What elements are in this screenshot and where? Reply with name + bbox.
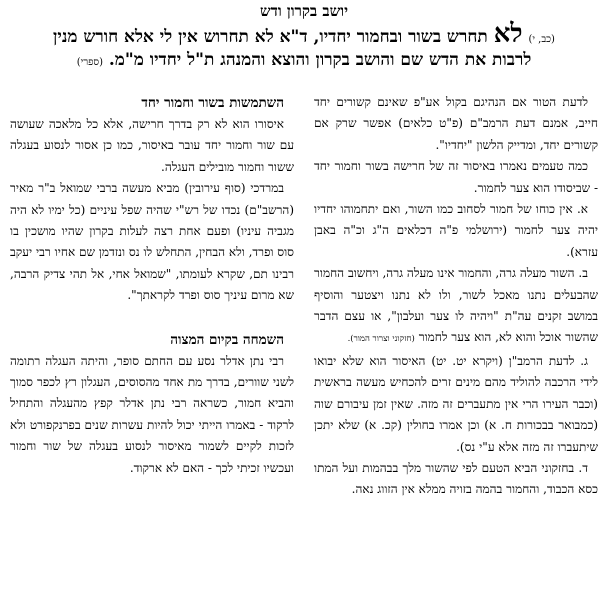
verse-text-1: תחרש בשור ובחמור יחדיו, ד"א לא תחרוש אין לי אלא חורש מנין [53, 27, 488, 47]
left-heading-1: השתמשות בשור וחמור יחד [141, 95, 284, 111]
verse-line-2 [14, 50, 594, 73]
left-paragraph-1: איסורו הוא לא רק בדרך חרישה, אלא כל מלאכה שעושה עם שור וחמור יחד עובר באיסור, כמו כן אסור לנסוע בעגלה ששור וחמור מובילים העגלה. [10, 117, 294, 174]
verse-initial-word: לא [493, 19, 523, 49]
verse-line-1 [14, 19, 594, 50]
left-paragraph-2: במרדכי (סוף עירובין) מביא מעשה ברבי שמואל ב"ר מאיר (הרשב"ם) נכדו של רש"י שהיה שפל עיניים (כל ימיו לא היה מגביה עיניו) ופעם אחת רצה לעלות בקרון שהיו מושכין בו סוס ופרד, ולא הבחין, התחלש לו נס ונזדמן שם אחיו רבי יעקב רבינו תם, שקרא לעומתו, "שמואל אחי, אל תהי צדיק הרבה, שא מרום עיניך סוס ופרד לקראתך". [10, 181, 294, 303]
right-paragraph-5: ג. לדעת הרמב"ן (ויקרא יט. יט) האיסור הוא שלא יבואו לידי הרכבה להוליד מהם מינים זרים להכחיש מעשה בראשית (וכבר העירו הרי אין מתעברים זה מזה. שאין זמן עיבורם שוה (כמבואר בבכורות ח. א) וכן אמרו בחולין (קכ. א) שלא יתכן שיתעברו זה מזה אלא ע"י נס). [314, 353, 598, 454]
left-paragraph-3: רבי נתן אדלר נסע עם החתם סופר, והיתה העגלה רתומה לשני שוורים, בדרך מת אחד מהסוסים, העגלון רץ לכפר סמוך והביא חמור, כשראה רבי נתן אדלר קפץ מהעגלה והתחיל לרקוד - באמרו הייתי יכול להיות עשרות שנים בפרנקפורט ולא לזכות לקיים לשמור מאיסור לנסוע בעגלה של שור וחמור ועכשיו זכיתי לכך - האם לא ארקוד. [10, 353, 294, 475]
left-heading-2: השמחה בקיום המצוה [170, 331, 284, 348]
right-column [314, 92, 598, 501]
verse-source: (ספרי) [76, 57, 103, 68]
verse-block [14, 19, 594, 73]
verse-reference: (כב, י) [528, 34, 555, 45]
right-paragraph-6: ד. בחזקוני הביא הטעם לפי שהשור מלך בבהמות ועל המתו כסא הכבוד, והחמור בהמה בזויה ממלא אין הזווג נאה. [314, 460, 598, 497]
page-title: יושב בקרון ודש [259, 2, 349, 20]
left-column [10, 92, 294, 479]
right-paragraph-4-text: ב. השור מעלה גרה, והחמור אינו מעלה גרה, ויחשוב החמור שהבעלים נתנו מאכל לשור, ולו לא נתנו ויצטער והוסיף במושב זקנים עה"ת "ויהיה לו צער ועלבון", או עצם הדבר שהשור אוכל והוא לא, הוא צער לחמור [314, 266, 598, 345]
right-paragraph-2: כמה טעמים נאמרו באיסור זה של חרישה בשור וחמור יחד - שביסודו הוא צער לחמור. [314, 159, 598, 195]
right-paragraph-4 [314, 263, 598, 351]
right-paragraph-3: א. אין כוחו של חמור לסחוב כמו השור, ואם יתחמוהו יחדיו יהיה צער לחמור (ירושלמי פ"ה דכלאים ה"ג וכ"ה באבן עזרא). [314, 202, 598, 259]
section-spacer [10, 307, 294, 329]
verse-text-2: לרבות את הדש שם והושב בקרון והוצא והמנהג ת"ל יחדיו מ"מ. [108, 50, 532, 70]
right-paragraph-1: לדעת הטור אם הנהיגם בקול אע"פ שאינם קשורים יחד חייב, אמנם דעת הרמב"ם (פ"ט כלאים) אפשר שרק אם קשורים יחד, ומדייק הלשון "יחדיו". [314, 95, 598, 152]
right-paragraph-4-source: (חזקוני וצרור המור). [347, 334, 415, 345]
